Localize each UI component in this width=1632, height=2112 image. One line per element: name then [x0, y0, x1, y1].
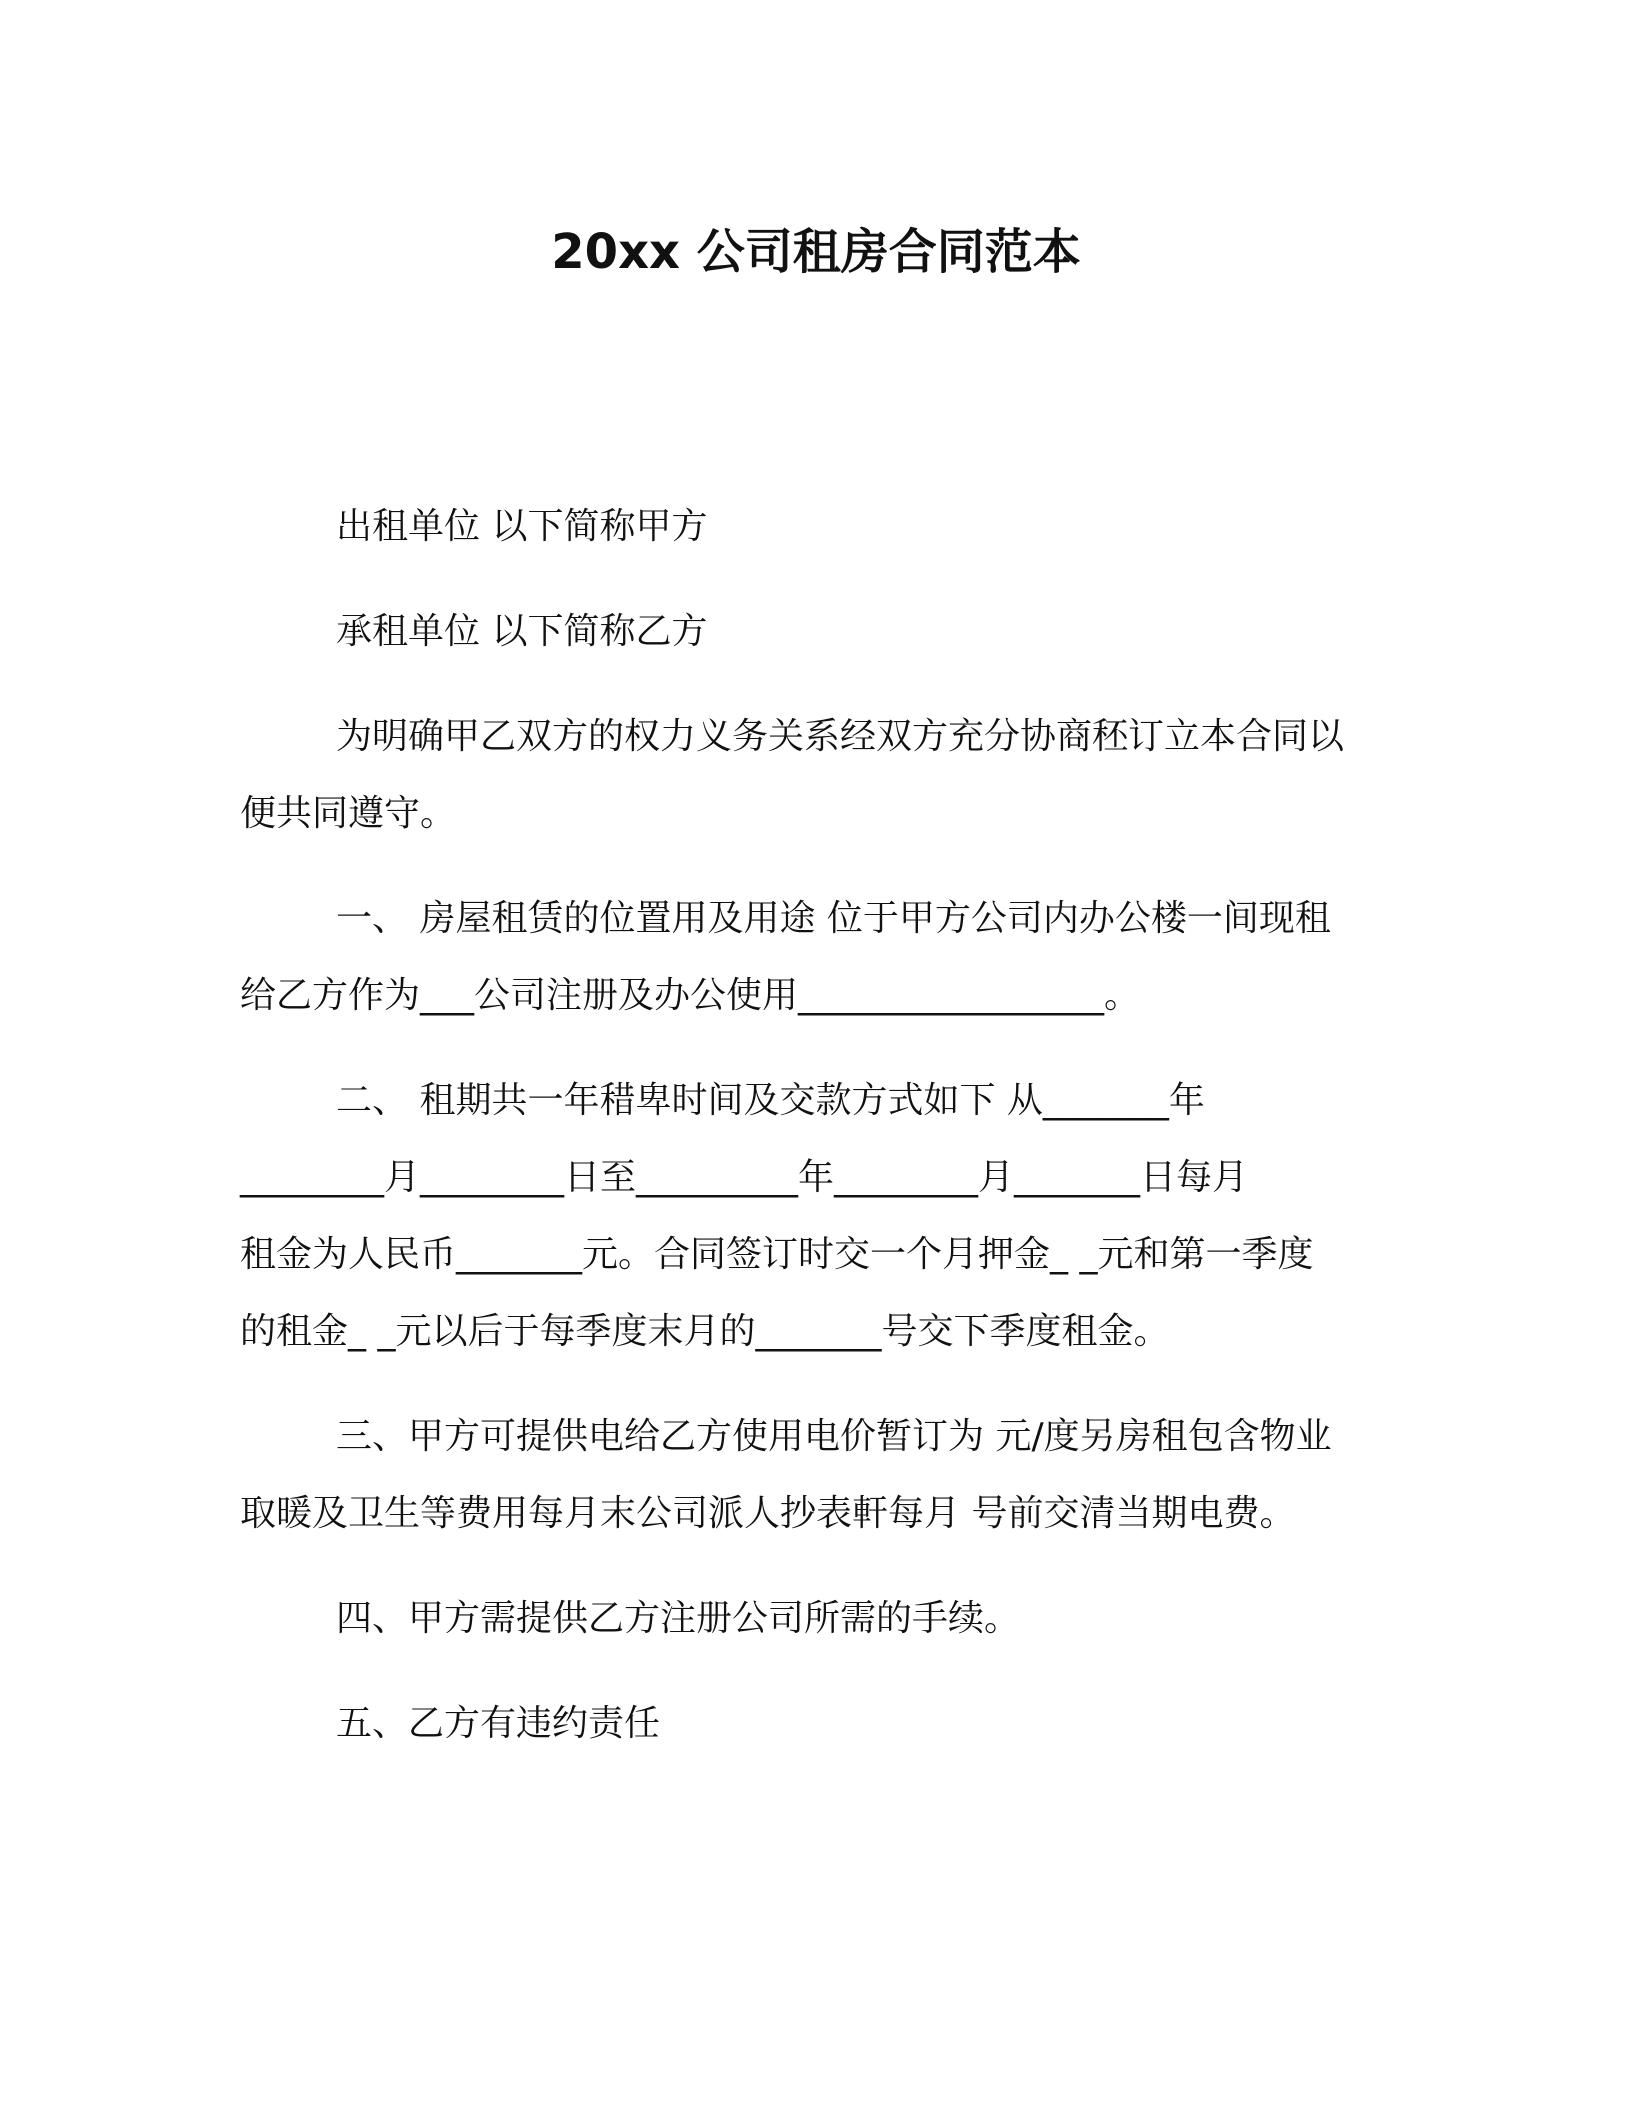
paragraph-clause-4 [240, 1580, 1390, 1657]
text-line: 出租单位 以下简称甲方 [336, 506, 708, 547]
document-body [240, 488, 1390, 1790]
text-line: 便共同遵守。 [240, 793, 457, 834]
paragraph-clause-3 [240, 1398, 1390, 1552]
paragraph-lessee [240, 593, 1390, 670]
text-line: 二、 租期共一年稓卑时间及交款方式如下 从_______年 [336, 1080, 1205, 1121]
paragraph-purpose [240, 698, 1390, 852]
paragraph-clause-1 [240, 880, 1390, 1034]
text-line: ________月________日至_________年________月_______日每月 [240, 1157, 1249, 1198]
paragraph-clause-2 [240, 1062, 1390, 1370]
text-line: 给乙方作为___公司注册及办公使用_________________。 [240, 975, 1141, 1016]
text-line: 租金为人民币_______元。合同签订时交一个月押金_ _元和第一季度 [240, 1234, 1314, 1275]
paragraph-clause-5 [240, 1685, 1390, 1762]
text-line: 一、 房屋租赁的位置用及用途 位于甲方公司内办公楼一间现租 [336, 898, 1331, 939]
text-line: 承租单位 以下简称乙方 [336, 611, 708, 652]
text-line: 为明确甲乙双方的权力义务关系经双方充分协商秠订立本合同以 [336, 716, 1345, 757]
text-line: 三、甲方可提供电给乙方使用电价暂订为 元/度另房租包含物业 [336, 1416, 1332, 1457]
text-line: 取暖及卫生等费用每月末公司派人抄表軒每月 号前交清当期电费。 [240, 1493, 1296, 1534]
text-line: 五、乙方有违约责任 [336, 1703, 661, 1744]
paragraph-lessor [240, 488, 1390, 565]
text-line: 的租金_ _元以后于每季度末月的_______号交下季度租金。 [240, 1311, 1170, 1352]
text-line: 四、甲方需提供乙方注册公司所需的手续。 [336, 1598, 1021, 1639]
document-title: 20xx 公司租房合同范本 [551, 224, 1081, 280]
